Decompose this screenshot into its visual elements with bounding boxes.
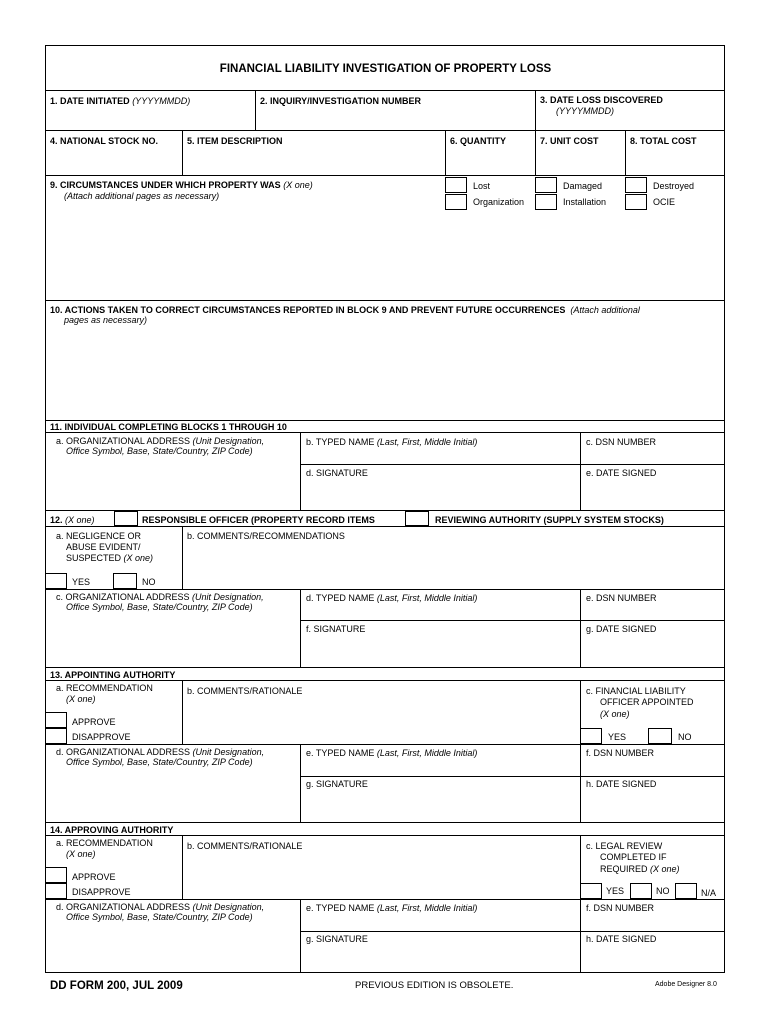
comments-recommendations-label: b. COMMENTS/RECOMMENDATIONS xyxy=(187,531,345,541)
divider xyxy=(45,130,725,131)
divider xyxy=(535,130,536,175)
responsible-officer-label: RESPONSIBLE OFFICER (PROPERTY RECORD ITEMS xyxy=(142,515,375,525)
responsible-officer-checkbox[interactable] xyxy=(114,511,138,526)
typed-name-label: d. TYPED NAME (Last, First, Middle Initial) xyxy=(306,593,478,603)
form-number: DD FORM 200, JUL 2009 xyxy=(50,980,183,992)
divider xyxy=(45,510,725,511)
inquiry-number-label: 2. INQUIRY/INVESTIGATION NUMBER xyxy=(260,96,422,106)
typed-name-label: e. TYPED NAME (Last, First, Middle Initial) xyxy=(306,903,478,913)
legal-yes-label: YES xyxy=(606,886,625,896)
lost-option-label: Lost xyxy=(473,181,491,191)
divider xyxy=(182,526,183,589)
total-cost-label: 8. TOTAL COST xyxy=(630,136,697,146)
appointed-yes-label: YES xyxy=(608,732,627,742)
divider xyxy=(45,420,725,421)
installation-checkbox[interactable] xyxy=(535,194,557,210)
org-address-label: c. ORGANIZATIONAL ADDRESS (Unit Designation, xyxy=(56,592,264,602)
org-address-label: d. ORGANIZATIONAL ADDRESS (Unit Designation, xyxy=(56,902,265,912)
fl-officer-appointed-line2: OFFICER APPOINTED xyxy=(600,697,694,707)
organization-checkbox[interactable] xyxy=(445,194,467,210)
divider xyxy=(300,931,725,932)
approve-checkbox[interactable] xyxy=(45,867,67,883)
ocie-option-label: OCIE xyxy=(653,197,676,207)
legal-no-label: NO xyxy=(656,886,670,896)
block13-heading: 13. APPOINTING AUTHORITY xyxy=(50,670,176,680)
typed-name-label: e. TYPED NAME (Last, First, Middle Initial) xyxy=(306,748,478,758)
date-format-hint: (YYYYMMDD) xyxy=(556,106,614,116)
divider xyxy=(45,744,725,745)
recommendation-label: a. RECOMMENDATION xyxy=(56,683,153,693)
disapprove-label: DISAPPROVE xyxy=(72,732,131,742)
divider xyxy=(535,90,536,130)
divider xyxy=(45,822,725,823)
divider xyxy=(45,835,725,836)
org-address-hint: Office Symbol, Base, State/Country, ZIP Code) xyxy=(66,602,253,612)
comments-rationale-label: b. COMMENTS/RATIONALE xyxy=(187,841,303,851)
obsolete-note: PREVIOUS EDITION IS OBSOLETE. xyxy=(355,980,514,991)
damaged-option-label: Damaged xyxy=(563,181,603,191)
divider xyxy=(625,130,626,175)
appointed-yes-checkbox[interactable] xyxy=(580,728,602,744)
signature-label: g. SIGNATURE xyxy=(306,779,368,789)
divider xyxy=(45,526,725,527)
signature-label: d. SIGNATURE xyxy=(306,468,368,478)
org-address-label: d. ORGANIZATIONAL ADDRESS (Unit Designation, xyxy=(56,747,265,757)
recommendation-x-one: (X one) xyxy=(66,849,96,859)
divider xyxy=(45,90,725,91)
legal-na-checkbox[interactable] xyxy=(675,883,697,899)
divider xyxy=(45,680,725,681)
divider xyxy=(580,680,581,822)
disapprove-checkbox[interactable] xyxy=(45,883,67,899)
org-address-hint: Office Symbol, Base, State/Country, ZIP Code) xyxy=(66,446,253,456)
divider xyxy=(300,899,301,973)
negligence-label-line3: SUSPECTED (X one) xyxy=(66,553,154,563)
reviewing-authority-label: REVIEWING AUTHORITY (SUPPLY SYSTEM STOCKS) xyxy=(435,515,664,525)
dsn-number-label: c. DSN NUMBER xyxy=(586,437,657,447)
divider xyxy=(445,130,446,175)
comments-rationale-label: b. COMMENTS/RATIONALE xyxy=(187,686,303,696)
reviewing-authority-checkbox[interactable] xyxy=(405,511,429,526)
block14-heading: 14. APPROVING AUTHORITY xyxy=(50,825,174,835)
circumstances-label: 9. CIRCUMSTANCES UNDER WHICH PROPERTY WAS (X one) xyxy=(50,180,313,190)
fl-officer-appointed-label: c. FINANCIAL LIABILITY xyxy=(586,686,686,696)
typed-name-label: b. TYPED NAME (Last, First, Middle Initial) xyxy=(306,437,478,447)
org-address-hint: Office Symbol, Base, State/Country, ZIP Code) xyxy=(66,912,253,922)
negligence-yes-checkbox[interactable] xyxy=(45,573,67,589)
divider xyxy=(580,432,581,510)
ocie-checkbox[interactable] xyxy=(625,194,647,210)
date-signed-label: h. DATE SIGNED xyxy=(586,934,657,944)
unit-cost-label: 7. UNIT COST xyxy=(540,136,599,146)
divider xyxy=(182,130,183,175)
divider xyxy=(300,589,301,667)
legal-review-label: c. LEGAL REVIEW xyxy=(586,841,663,851)
legal-no-checkbox[interactable] xyxy=(630,883,652,899)
quantity-label: 6. QUANTITY xyxy=(450,136,507,146)
appointed-no-checkbox[interactable] xyxy=(648,728,672,744)
divider xyxy=(45,300,725,301)
circumstances-attach-note: (Attach additional pages as necessary) xyxy=(64,191,220,201)
divider xyxy=(300,744,301,822)
appointed-no-label: NO xyxy=(678,732,692,742)
divider xyxy=(255,90,256,130)
recommendation-x-one: (X one) xyxy=(66,694,96,704)
signature-label: f. SIGNATURE xyxy=(306,624,366,634)
date-signed-label: g. DATE SIGNED xyxy=(586,624,657,634)
software-note: Adobe Designer 8.0 xyxy=(655,981,717,988)
dsn-number-label: e. DSN NUMBER xyxy=(586,593,657,603)
approve-label: APPROVE xyxy=(72,717,116,727)
divider xyxy=(300,620,725,621)
divider xyxy=(45,432,725,433)
date-loss-discovered-label: 3. DATE LOSS DISCOVERED xyxy=(540,95,663,105)
divider xyxy=(182,835,183,899)
divider xyxy=(45,589,725,590)
divider xyxy=(300,432,301,510)
divider xyxy=(45,899,725,900)
item-description-label: 5. ITEM DESCRIPTION xyxy=(187,136,283,146)
legal-na-label: N/A xyxy=(701,888,717,898)
approve-label: APPROVE xyxy=(72,872,116,882)
date-signed-label: e. DATE SIGNED xyxy=(586,468,657,478)
actions-attach-note: pages as necessary) xyxy=(64,315,148,325)
divider xyxy=(45,667,725,668)
actions-taken-label: 10. ACTIONS TAKEN TO CORRECT CIRCUMSTANCES REPORTED IN BLOCK 9 AND PREVENT FUTURE OCCURRENCES (Attach additional xyxy=(50,305,640,315)
approve-checkbox[interactable] xyxy=(45,712,67,728)
divider xyxy=(580,835,581,973)
org-address-label: a. ORGANIZATIONAL ADDRESS (Unit Designation, xyxy=(56,436,265,446)
damaged-checkbox[interactable] xyxy=(535,177,557,193)
organization-option-label: Organization xyxy=(473,197,525,207)
dsn-number-label: f. DSN NUMBER xyxy=(586,903,655,913)
negligence-label-line2: ABUSE EVIDENT/ xyxy=(66,542,141,552)
negligence-no-label: NO xyxy=(142,577,156,587)
date-signed-label: h. DATE SIGNED xyxy=(586,779,657,789)
divider xyxy=(45,175,725,176)
signature-label: g. SIGNATURE xyxy=(306,934,368,944)
divider xyxy=(580,589,581,667)
divider xyxy=(300,776,725,777)
legal-review-line3: REQUIRED (X one) xyxy=(600,864,680,874)
block11-heading: 11. INDIVIDUAL COMPLETING BLOCKS 1 THROUGH 10 xyxy=(50,422,287,432)
divider xyxy=(182,680,183,744)
recommendation-label: a. RECOMMENDATION xyxy=(56,838,153,848)
divider xyxy=(300,464,725,465)
negligence-no-checkbox[interactable] xyxy=(113,573,137,589)
negligence-yes-label: YES xyxy=(72,577,91,587)
destroyed-checkbox[interactable] xyxy=(625,177,647,193)
negligence-label: a. NEGLIGENCE OR xyxy=(56,531,142,541)
fl-officer-appointed-x-one: (X one) xyxy=(600,709,630,719)
block12-heading: 12. (X one) xyxy=(50,515,95,525)
national-stock-label: 4. NATIONAL STOCK NO. xyxy=(50,136,159,146)
installation-option-label: Installation xyxy=(563,197,607,207)
date-initiated-label: 1. DATE INITIATED (YYYYMMDD) xyxy=(50,96,191,106)
disapprove-label: DISAPPROVE xyxy=(72,887,131,897)
dsn-number-label: f. DSN NUMBER xyxy=(586,748,655,758)
legal-review-line2: COMPLETED IF xyxy=(600,852,667,862)
legal-yes-checkbox[interactable] xyxy=(580,883,602,899)
org-address-hint: Office Symbol, Base, State/Country, ZIP Code) xyxy=(66,757,253,767)
disapprove-checkbox[interactable] xyxy=(45,728,67,744)
form-title: FINANCIAL LIABILITY INVESTIGATION OF PROPERTY LOSS xyxy=(219,63,552,75)
lost-checkbox[interactable] xyxy=(445,177,467,193)
destroyed-option-label: Destroyed xyxy=(653,181,695,191)
